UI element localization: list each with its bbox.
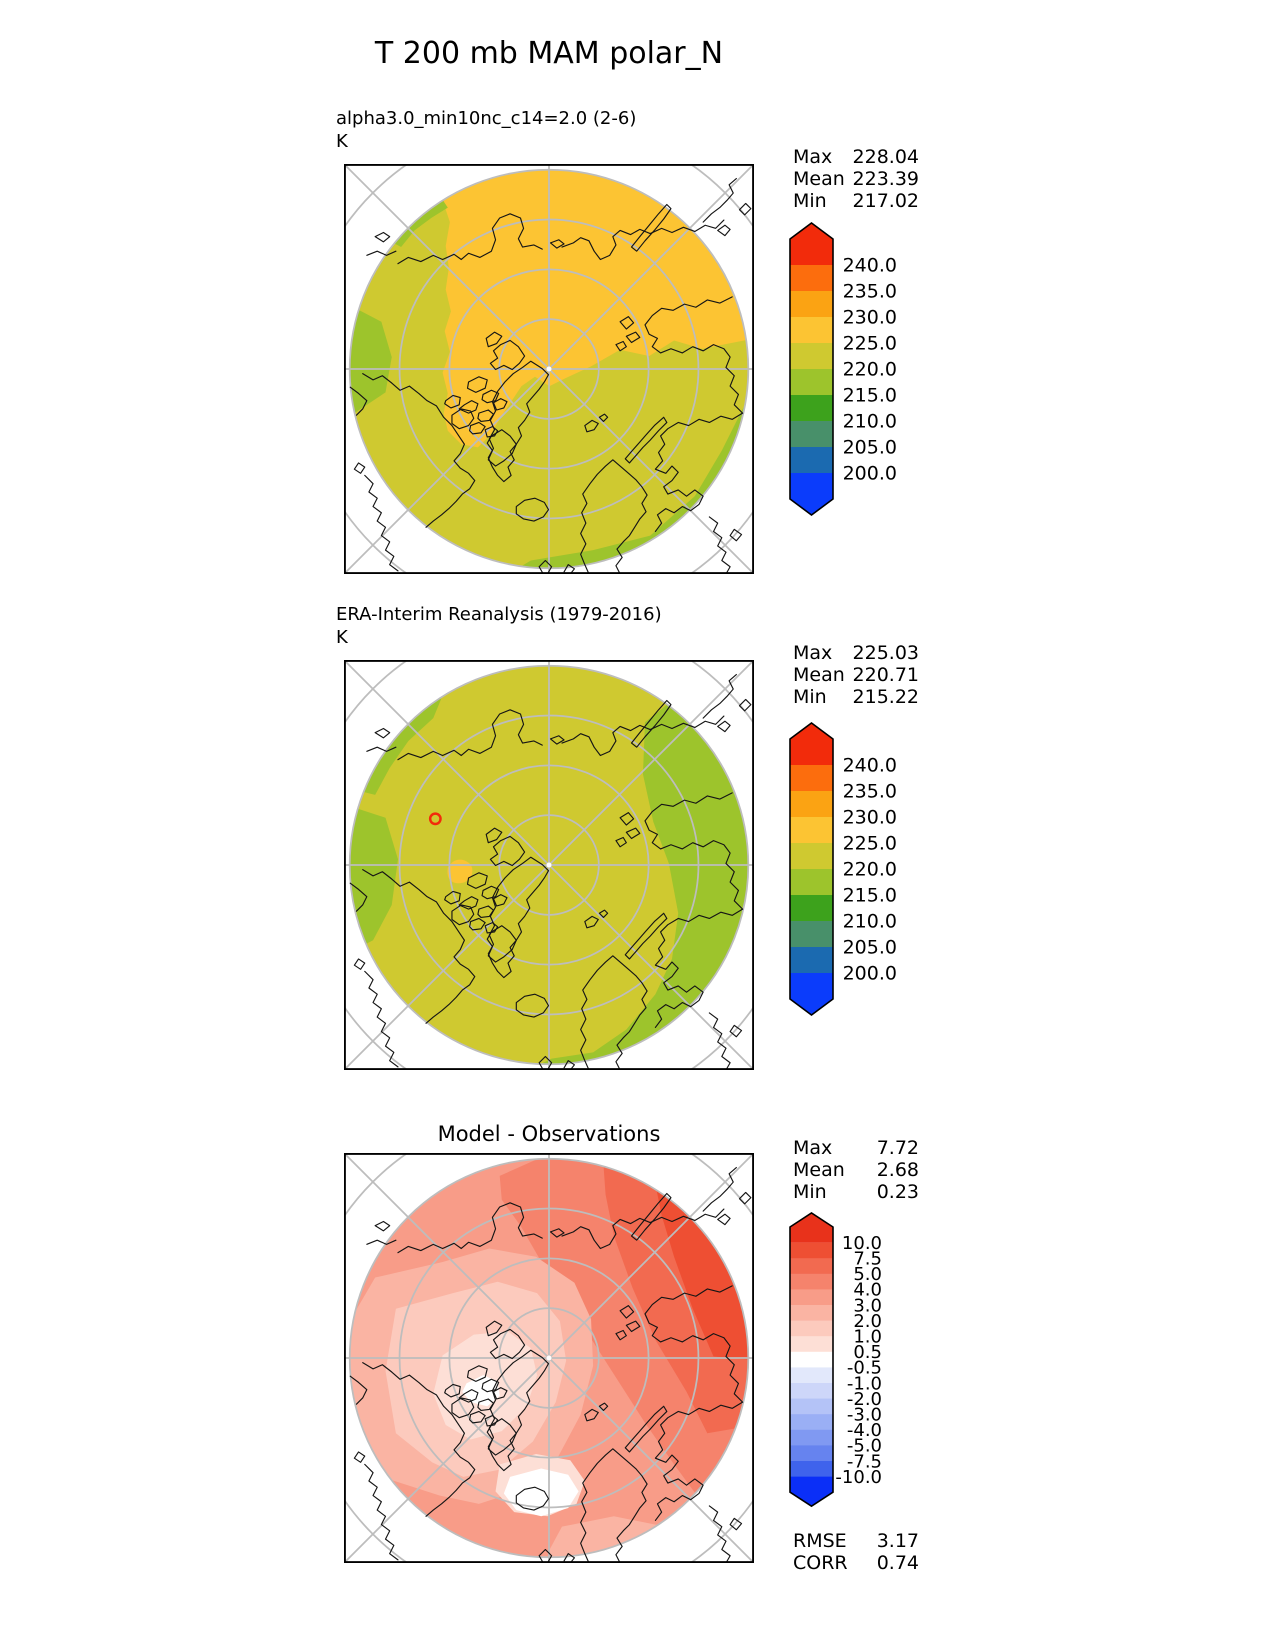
colorbar-label: 240.0 [842,754,897,777]
colorbar-segment [790,1321,833,1337]
stat-label: Mean [793,1159,845,1181]
colorbar-segment [790,291,833,317]
stat-label: Min [793,190,827,212]
stat-label: Mean [793,664,845,686]
colorbar-segment [790,265,833,291]
metrics-block [793,1530,919,1574]
max-row [793,146,919,168]
colorbar-segment [790,1243,833,1259]
colorbar-label: -3.0 [846,1404,882,1426]
pole-marker [547,1356,552,1361]
pole-marker [547,863,552,868]
colorbar-label: -4.0 [846,1420,882,1442]
colorbar-label: 215.0 [842,884,897,907]
stat-value: 220.71 [852,664,919,686]
colorbar-label: 230.0 [842,306,897,329]
colorbar-label: -1.0 [846,1373,882,1395]
colorbar-segment [790,1445,833,1461]
rmse-row [793,1530,919,1552]
colorbar-label: 205.0 [842,436,897,459]
stat-value: 0.74 [876,1552,919,1574]
colorbar-label: 235.0 [842,780,897,803]
colorbar-label: 7.5 [853,1248,882,1270]
colorbar-segment [790,1213,833,1243]
min-row [793,686,919,708]
colorbar-segment [790,947,833,973]
colorbar-label: 240.0 [842,254,897,277]
min-row [793,1181,919,1203]
colorbar-label: 220.0 [842,858,897,881]
stat-label: Max [793,1137,833,1159]
stat-value: 3.17 [876,1530,919,1552]
stats-block-model [793,146,919,212]
panel2-units: K [336,627,348,648]
colorbar-label: 1.0 [853,1326,882,1348]
colorbar-label: 10.0 [841,1232,882,1254]
stat-value: 215.22 [852,686,919,708]
stat-label: Max [793,642,833,664]
colorbar-segment [790,223,833,265]
stat-label: Min [793,1181,827,1203]
colorbar-label: 210.0 [842,910,897,933]
colorbar-segment [790,1258,833,1274]
mean-row [793,168,919,190]
colorbar-segment [790,473,833,515]
colorbar-segment [790,369,833,395]
stat-value: 2.68 [876,1159,919,1181]
colorbar-segment [790,723,833,765]
colorbar-label: 230.0 [842,806,897,829]
colorbar-label: 200.0 [842,462,897,485]
stat-value: 217.02 [852,190,919,212]
stat-label: Mean [793,168,845,190]
colorbar-label: 4.0 [853,1279,882,1301]
max-row [793,1137,919,1159]
stat-value: 7.72 [876,1137,919,1159]
colorbar-segment [790,343,833,369]
stat-label: CORR [793,1552,848,1574]
stat-value: 228.04 [852,146,919,168]
colorbar-label: 225.0 [842,332,897,355]
temperature-colorbar-reanalysis [788,721,938,1021]
colorbar-segment [790,869,833,895]
panel2-subtitle: ERA-Interim Reanalysis (1979-2016) [336,604,662,625]
stat-value: 0.23 [876,1181,919,1203]
colorbar-label: 2.0 [853,1310,882,1332]
colorbar-segment [790,447,833,473]
colorbar-segment [790,1289,833,1305]
colorbar-label: 215.0 [842,384,897,407]
stat-value: 225.03 [852,642,919,664]
colorbar-segment [790,317,833,343]
colorbar-segment [790,1367,833,1383]
stats-block-difference [793,1137,919,1203]
colorbar-label: 3.0 [853,1295,882,1317]
temperature-colorbar-model [788,221,938,521]
figure-title: T 200 mb MAM polar_N [374,36,724,71]
stat-value: 223.39 [852,168,919,190]
min-row [793,190,919,212]
map-difference-panel [344,1153,754,1563]
colorbar-label: 225.0 [842,832,897,855]
colorbar-segment [790,1477,833,1507]
colorbar-segment [790,1336,833,1352]
pole-marker [547,367,552,372]
colorbar-segment [790,921,833,947]
colorbar-label: 0.5 [853,1342,882,1364]
colorbar-segment [790,817,833,843]
colorbar-segment [790,895,833,921]
stat-label: RMSE [793,1530,847,1552]
panel1-subtitle: alpha3.0_min10nc_c14=2.0 (2-6) [336,108,637,129]
colorbar-segment [790,1274,833,1290]
corr-row [793,1552,919,1574]
colorbar-segment [790,1414,833,1430]
stat-label: Max [793,146,833,168]
difference-colorbar [788,1211,938,1513]
colorbar-label: -0.5 [846,1357,882,1379]
colorbar-segment [790,791,833,817]
panel3-title: Model - Observations [437,1122,661,1146]
colorbar-segment [790,765,833,791]
stat-label: Min [793,686,827,708]
colorbar-segment [790,395,833,421]
colorbar-label: -2.0 [846,1388,882,1410]
colorbar-label: -5.0 [846,1435,882,1457]
colorbar-segment [790,1430,833,1446]
colorbar-label: 235.0 [842,280,897,303]
colorbar-label: 200.0 [842,962,897,985]
panel1-units: K [336,131,348,152]
colorbar-segment [790,843,833,869]
map-reanalysis-panel [344,660,754,1070]
colorbar-label: 205.0 [842,936,897,959]
colorbar-segment [790,1352,833,1368]
max-row [793,642,919,664]
colorbar-label: 210.0 [842,410,897,433]
colorbar-segment [790,421,833,447]
mean-row [793,1159,919,1181]
colorbar-label: -7.5 [846,1451,882,1473]
colorbar-label: 5.0 [853,1264,882,1286]
colorbar-label: 220.0 [842,358,897,381]
map-model-panel [344,164,754,574]
colorbar-segment [790,1461,833,1477]
colorbar-segment [790,1305,833,1321]
colorbar-label: -10.0 [835,1466,882,1488]
stats-block-reanalysis [793,642,919,708]
colorbar-segment [790,1399,833,1415]
mean-row [793,664,919,686]
colorbar-segment [790,1383,833,1399]
colorbar-segment [790,973,833,1015]
